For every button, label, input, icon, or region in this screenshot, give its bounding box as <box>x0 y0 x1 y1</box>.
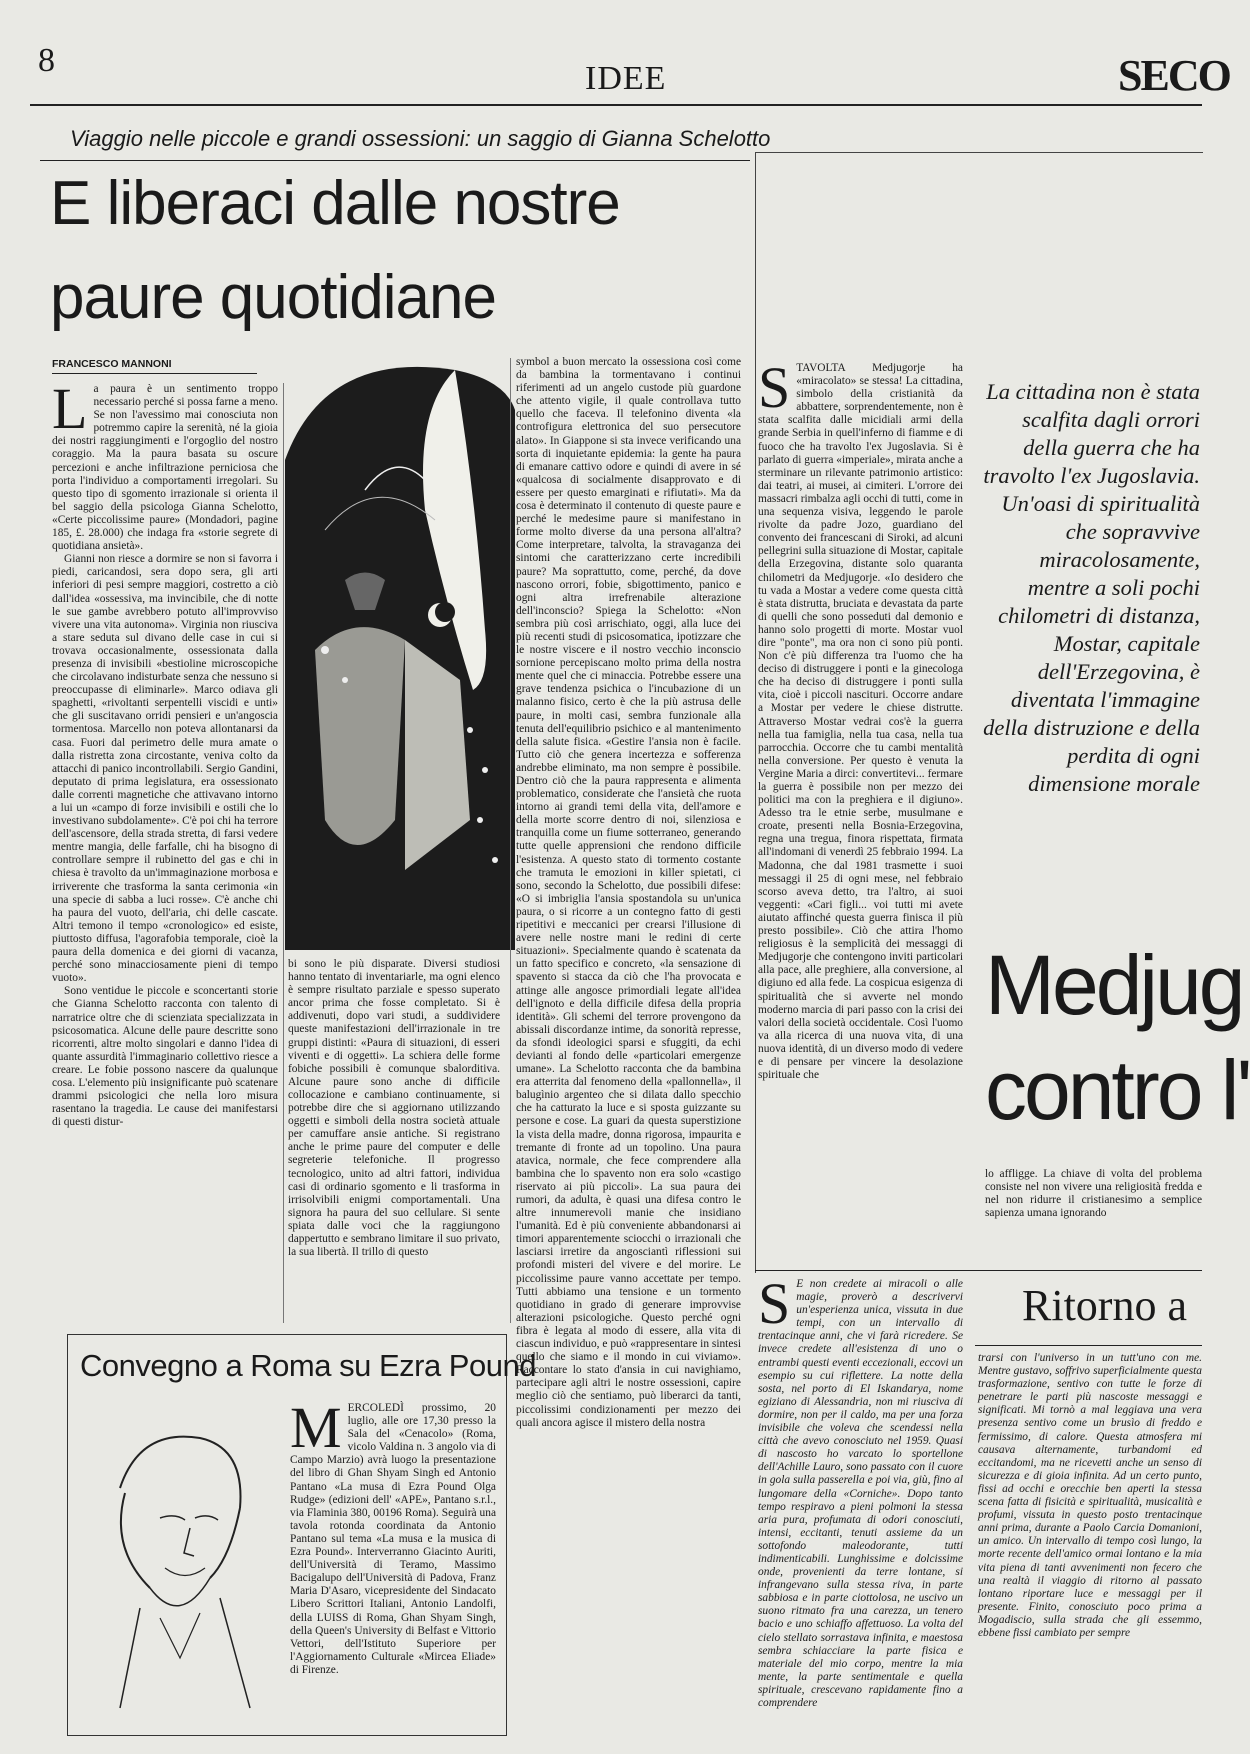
article2-column-1 <box>758 355 963 1242</box>
article1-column-3-text: symbol a buon mercato la ossessiona così come da bambina la tormentavano i continui riferimenti ad un angelo custode più guardone che attento vigile, il quale controllava tutto quello che faceva. Il telefonino diventa «la controfigura elettronica del suo persecutore alato». In Giappone si sta invece verificando una sorta di inquietante epidemia: la gente ha paura di emanare cattivo odore e quindi di avere in sé «qualcosa di socialmente disapprovato e di essere per questo emarginati e rifiutati». Ma da cosa è determinato il contenuto di queste paure e perché le medesime paure si manifestano in forme molto diverse da una persona all'altra? Come interpretare, talvolta, la stravaganza dei sintomi che caratterizzano certe incredibili paure? Ma soprattutto, come, perché, da dove nascono orrori, fobie, sbigottimento, panico e ogni altra irrefrenabile alterazione dell'inconscio? Spiega la Schelotto: «Non sembra più così arrischiato, oggi, alla luce dei più recenti studi di psicosomatica, ipotizzare che le nostre viscere e il nostro vecchio inconscio sornione percepiscano molto prima della nostra mente quel che ci minaccia. Potrebbe essere una grave tendenza psichica o l'incubazione di un malanno fisico, certo è che la più astrusa delle paure, in molti casi, sembra funzionale alla tenuta dell'equilibrio psichico e al mantenimento della salute fisica. «Gestire l'ansia non è facile. Tutto ciò che genera incertezza e sofferenza andrebbe eliminato, ma non sempre è possibile. Dentro ciò che la paura rappresenta e alimenta problematico, considerate che l'ansietà che ruota intorno ai grandi temi della vita, dell'amore e della morte scorre dentro di noi, silenziosa e tranquilla come un fiume sotterraneo, generando tutte quelle apprensioni che rendono difficile l'esistenza. A questo stato di tormento costante che tramuta le emozioni in killer spietati, ci sono, secondo la Schelotto, due possibili difese: «O si imbriglia l'ansia spostandola su un'unica paura, o si ricorre a un contegno fatto di gesti ripetitivi e meccanici per crearsi l'illusione di avere nelle nostre mani le redini di certe situazioni». Specialmente quando è scatenata da un fatto specifico e concreto, «la sensazione di spavento si stacca da ciò che l'ha provocata e attinge alle angosce primordiali legate all'idea dell'ignoto e della difficile difesa della propria identità». Gli schemi del terrore provengono da abissali discordanze intime, da sonorità represse, da sfondi ideologici sparsi e sfuggiti, da echi devianti al fondo delle «particolari emergenze umane». La Schelotto racconta che da bambina era atterrita dal fenomeno della «pallonnella», il balugìnio argenteo che si dilata dallo specchio che ha catturato la luce e si sposta guizzante su persone e cose. La guari da questa superstizione la vista della madre, donna rigorosa, impaurita e tremante di fronte ad un topolino. Una paura atavica, normale, che fece comprendere alla bambina che lo spavento non era solo «castigo riservato ai più piccoli». La sua paura dei rumori, da adulta, è quasi una difesa contro le altre innumerevoli manie che insidiano l'umanità. Ed è più conveniente abbandonarsi ai timori apparentemente sciocchi o irrazionali che lasciarsi irretire da angosciantì riflessioni sui profondi misteri del vivere e del morire. Le piccolissime paure vanno accettate per tempo. Tutti abbiamo una tensione e un tormento quotidiano in grado di generare improvvise alterazioni psicologiche. Questo perché ogni fibra è legata al modo di essere, alla vita di ciascun individuo, e può «rappresentare in sintesi quello che siamo e il mondo in cui viviamo». Raccontare lo stato d'ansia in cui navighiamo, partecipare agli altri le nostre ossessioni, capire meglio ciò che sentiamo, può liberarci da tanti, piccolissimi condizionamenti per mezzo dei quali ancora agisce il mistero della nostra <box>516 356 741 1429</box>
fear-illustration <box>285 350 515 950</box>
article1-headline-line2: paure quotidiane <box>50 263 496 332</box>
article3-column-1 <box>758 1271 963 1748</box>
column-divider <box>283 383 284 1323</box>
drop-cap-m: M <box>290 1395 342 1460</box>
fear-illustration-drawing <box>285 350 515 950</box>
article1-headline-line1: E liberaci dalle nostre <box>50 169 620 238</box>
article3-headline: Ritorno a <box>1022 1281 1187 1330</box>
article1-kicker: Viaggio nelle piccole e grandi ossessioni: un saggio di Gianna Schelotto <box>70 126 771 151</box>
article3-column-2 <box>978 1352 1202 1747</box>
article3-column-1-text: E non credete ai miracoli o alle magie, proverò a descrivervi un'esperienza unica, vissuta in due tempi, con un intervallo di trentacinque anni, che vi farà ricredere. Se invece credete all'esistenza di uno o entrambi questi eventi eccezionali, eccovi un esempio su cui riflettere. La notte della sosta, nel porto di El Iskandarya, nome egiziano di Alessandria, non mi riusciva di dormire, non per il caldo, ma per una forza invisibile che voleva che scendessi nella città che avevo conosciuto nel 1959. Quasi di nascosto ho varcato lo sportellone dell'Achille Lauro, sono passato con il cuore in gola sulla passerella e poi via, giù, fino al lungomare della «Corniche». Dopo tanto tempo respiravo a pieni polmoni la stessa aria pura, profumata di odori conosciuti, intensi, eccitanti, tenuti assieme da un sottofondo maleodorante, tutti indimenticabili. Lunghissime e dolcissime onde, provenienti da terre lontane, si infrangevano sulla stessa riva, in parte sabbiosa e in parte ciottolosa, ne uscivo un suono ritmato fra una carezza, un tenero bacio e uno schiaffo affettuoso. La volta del cielo stellato sorrastava infinita, e maestosa sembra schiacciare la parte fisica e materiale del mio corpo, mentre la mia mente, la parte sentimentale e quella spirituale, crescevano rapidamente fino a comprendere <box>758 1278 963 1709</box>
byline-rule <box>52 373 257 374</box>
article2-pull-quote: La cittadina non è stata scalfita dagli orrori della guerra che ha travolto l'ex Jugoslavia. Un'oasi di spiritualità che sopravvive miracolosamente, mentre a soli pochi chilometri di distanza, Mostar, capitale dell'Erzegovina, è diventata l'immagine della distruzione e della perdita di ogni dimensione morale <box>983 379 1200 796</box>
section-title: IDEE <box>585 60 667 97</box>
header-rule <box>30 104 1202 106</box>
pound-box-text <box>290 1395 496 1728</box>
pound-box-title: Convegno a Roma su Ezra Pound <box>80 1348 536 1383</box>
drop-cap-l: L <box>52 376 88 441</box>
ezra-pound-portrait <box>80 1408 280 1728</box>
page-number: 8 <box>38 42 55 79</box>
article2-column-1-text: TAVOLTA Medjugorje ha «miracolato» se stessa! La cittadina, simbolo della cristianità da abbattere, sorprendentemente, non è stata scalfita dalle micidiali armi della grande Serbia in quell'inferno di fiamme e di fuoco che ha travolto l'ex Jugoslavia. Si è parlato di guerra «imperiale», mirata anche a sterminare un rilevante patrimonio artistico: dai teatri, ai musei, ai cimiteri. L'orrore dei massacri rimbalza agli occhi di tutti, come in una sequenza visiva, leggendo le parole rivolte da padre Jozo, guardiano del convento dei francescani di Siroki, ad alcuni pellegrini sulla situazione di Mostar, capitale della Erzegovina, distante solo quaranta chilometri da Medjugorje. «Io desidero che tu vada a Mostar a vedere come questa città è stata distrutta, bruciata e devastata da parte di quelli che sono posseduti dal demonio e hanno solo progetti di morte. Mostar vuol dire "ponte", ma ora non ci sono più ponti. Non c'è più differenza tra l'uomo che ha deciso di distruggere i ponti e la ginecologa che ha deciso di distruggere i ponti sulla vita, cioè i piccoli nascituri. Occorre andare a Mostar per vedere le chiese distrutte. Attraverso Mostar vedrai cos'è la guerra nella tua famiglia, nella tua casa, nella tua parrocchia. Occorre che tu cambi mentalità nella conversione. Per questo è venuta la Vergine Maria a dirci: convertitevi... fermare la guerra è possibile non per mezzo dei politici ma con la preghiera e il digiuno». Adesso tra le etnie serbe, musulmane e croate, presenti nella Bosnia-Erzegovina, regna una tregua, finora rispettata, firmata all'indomani di venerdì 25 febbraio 1994. La Madonna, che dal 1981 trasmette i suoi messaggi il 25 di ogni mese, nel febbraio scorso aveva detto, tra l'altro, ai suoi veggenti: «Cari figli... voi tutti mi avete aiutato affinché questa guerra finisca il più presto possibile». Ciò che attira l'homo religiosus è la semplicità dei messaggi di Medjugorje che contengono inviti particolari alla pace, alle preghiere, alla conversione, al digiuno ed alla fede. La cospicua esigenza di spiritualità che si avverte nel mondo moderno marcia di pari passo con la crisi dei valori della società occidentale. Così l'uomo va alla ricerca di una nuova vita, di una nuova identità, di un diverso modo di vedere e di pensare per vincere la desolazione spirituale che <box>758 362 963 1082</box>
article1-column-3 <box>516 356 741 1736</box>
article1-paragraph-2: Gianni non riesce a dormire se non si favorra i piedi, caricandosi, sera dopo sera, gli arti inferiori di pesi sempre maggiori, costretto a ciò dall'idea «ossessiva, ma invincibile, che di notte le sue gambe avrebbero potuto all'improvviso vivere una vita autonoma». Virginia non riusciva a stare seduta sul divano delle case in cui si trovava occasionalmente, ossessionata dalla presenza di invisibili «bestioline microscopiche che circolavano indisturbate senza che nessuno si preoccupasse di eliminarle». Marco odiava gli spaghetti, «rivoltanti serpentelli viscidi e unti» che gli suscitavano orridi pensieri e un'angoscia tormentosa. Marcello non poteva allontanarsi da casa. Fuori dal perimetro delle mura amate o dalla ristretta zona circostante, veniva colto da attacchi di panico incontrollabili. Sergio Gandini, deputato di prima legislatura, era ossessionato dalle correnti magnetiche che attivavano intorno a lui un «campo di forze invisibili e ostili che lo investivano subdolamente». C'è poi chi ha terrore dell'ascensore, della strada stretta, di farsi vedere mentre mangia, delle farfalle, chi ha bisogno di controllare sempre il rubinetto del gas e chi in chiesa è travolto da un'immaginazione morbosa e irriverente che trasforma la santa cerimonia «in una specie di sabba a luci rosse». C'è anche chi ha paura del vuoto, dell'aria, chi delle cascate. Altri temono il tempo «cronologico» ed esiste, piuttosto diffusa, l'agorafobia temporale, cioè la paura della domenica e dei giorni di vacanza, perché sono minacciosamente pieni di tempo vuoto». <box>52 553 278 985</box>
drop-cap-s: S <box>758 355 791 420</box>
article2-tail-paragraph: lo affligge. La chiave di volta del problema consiste nel non vivere una religiosità fredda e nel non ridurre il cristianesimo a semplice sapienza umana ignorando <box>985 1168 1202 1220</box>
masthead-fragment: SECO <box>1118 51 1230 100</box>
pound-box-body: ERCOLEDÌ prossimo, 20 luglio, alle ore 17,30 presso la Sala del «Cenacolo» (Roma, vicolo Valdina n. 3 angolo via di Campo Marzio) avrà luogo la presentazione del libro di Ghan Shyam Singh ed Antonio Pantano «La musa di Ezra Pound Olga Rudge» (edizioni dell' «APE», Pantano s.r.l., via Flaminia 380, 00196 Roma). Seguirà una tavola rotonda coordinata da Antonio Pantano sul tema «La musa e la musica di Ezra Pound». Interverranno Giacinto Auriti, dell'Università di Teramo, Massimo Bacigalupo dell'Università di Padova, Franz Maria D'Asaro, vicepresidente del Sindacato Libero Scrittori Italiani, Antonio Landolfi, della LUISS di Roma, Ghan Shyam Singh, della Queen's University di Belfast e Vittorio Vettori, dell'Istituto Superiore per l'Aggiornamento Culturale «Mircea Eliade» di Firenze. <box>290 1402 496 1676</box>
article3-headline-rule <box>975 1345 1202 1346</box>
article1-paragraph-3: Sono ventidue le piccole e sconcertanti storie che Gianna Schelotto racconta con talento di narratrice oltre che di scienziata specializzata in psicosomatica. Alcune delle paure descritte sono ricorrenti, altre molto singolari e danno l'idea di quante assurdità l'immaginario collettivo riesce a creare. Le fobie possono nascere da qualunque cosa. L'elemento più insignificante può scatenare drammi psicologici che nella loro misura rasentano la tragedia. Le cause dei manifestarsi di questi distur- <box>52 985 278 1129</box>
article2-tail-text <box>985 1168 1202 1238</box>
article1-lead-paragraph: a paura è un sentimento troppo necessario perché si possa farne a meno. Se non l'avessimo mai conosciuta non potremmo capire la serenità, né la gioia dei nostri raggiungimenti e l'orgoglio del nostro coraggio. Ma la paura basata su oscure percezioni e anche infiltrazione perniciosa che porta l'individuo a comportamenti irregolari. Su questo tipo di sgomento irrazionale si orienta il bel saggio della psicologa Gianna Schelotto, «Certe piccolissime paure» (Mondadori, pagine 185, £. 28.000) che indaga fra «storie segrete di quotidiana ansietà». <box>52 383 278 553</box>
article3-top-rule <box>755 1270 1202 1271</box>
article1-column-2 <box>288 958 500 1323</box>
kicker-rule <box>40 160 750 161</box>
column-divider <box>510 358 511 1323</box>
article1-column-2-text: bi sono le più disparate. Diversi studiosi hanno tentato di inventariarle, ma ogni elenco è sempre risultato parziale e spesso superato ancor prima che fosse completato. Si è addivenuti, dopo vari studi, a suddividere queste manifestazioni dell'irrazionale in tre gruppi distinti: «Paura di situazioni, di esseri viventi e di oggetti». La schiera delle forme fobiche possibili è comunque sbalorditiva. Alcune paure sono anche di difficile collocazione e cambiano continuamente, si potrebbe dire che si aggiornano utilizzando oggetti e simboli della nostra società attuale per camuffare ansie antiche. Si registrano anche le prime paure del computer e delle segreterie telefoniche. Il progresso tecnologico, unito ad altri fattori, individua casi di ordinario sgomento e li trasforma in irrisolvibili enigmi comportamentali. Una signora ha paura del suo cellulare. Si sente spiata dalle voci che la raggiungono dappertutto e sembrano limitare il suo privato, la sua libertà. Il trillo di questo <box>288 958 500 1259</box>
article2-headline-line2: contro l' <box>985 1043 1250 1137</box>
article2-headline-line1: Medjug <box>985 938 1243 1032</box>
drop-cap-s2: S <box>758 1271 791 1336</box>
article1-byline: FRANCESCO MANNONI <box>52 358 172 370</box>
article1-column-1 <box>52 376 278 1323</box>
article3-column-2-text: trarsi con l'universo in un tutt'uno con me. Mentre gustavo, soffrivo superficialmente questa trasformazione, sentivo con tutte le forze di penetrare le parti più nascoste messaggi e significati. Mi tornò a mal leggiava una vera presenza sentivo come un brusìo di freddo e fermissimo, di calore. Questa atmosfera mi causava alternamente, turbandomi ed eccitandomi, ma ne ricevetti anche un senso di sicurezza e di gioia infinita. Ad un certo punto, fissi ad occhi e orecchie ben aperti la stessa scena fatta di fisicità e spiritualità, musicalità e profumi, vissuta in questo posto trentacinque anni prima, durante a Paolo Carcia Domanioni, un amico. Un intervallo di tempo così lungo, la morte recente dell'amico ormai lontano e la mia vita piena di tanti avvenimenti non fecero che una realtà il viaggio di ritorno al passato lontano riportare luce e messaggi per il presente. Finito, conosciuto poco prima a Mogadiscio, sulla strada che gli essemmo, ebbene fissi cambiato per sempre <box>978 1352 1202 1639</box>
ezra-pound-sketch <box>80 1408 280 1728</box>
